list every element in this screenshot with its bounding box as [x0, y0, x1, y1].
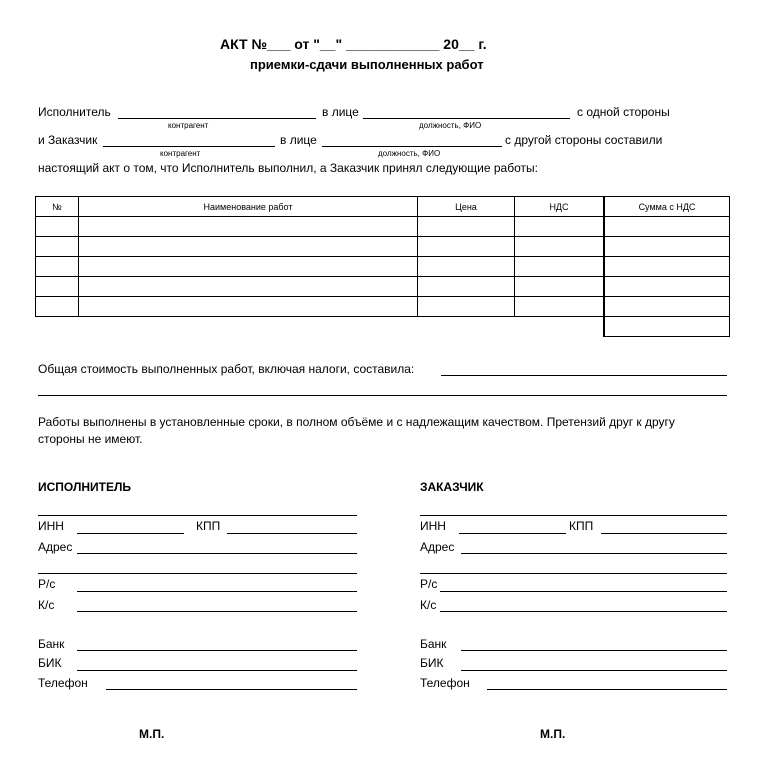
completion-text-2: стороны не имеют. — [38, 432, 143, 446]
table-cell[interactable] — [604, 297, 730, 317]
table-cell[interactable] — [515, 257, 605, 277]
table-cell[interactable] — [36, 257, 79, 277]
in-person-label-2: в лице — [280, 133, 317, 147]
col-header-price: Цена — [418, 197, 515, 217]
table-cell[interactable] — [604, 237, 730, 257]
position-hint-1: должность, ФИО — [419, 121, 482, 130]
table-cell[interactable] — [418, 297, 515, 317]
customer-corr-account-label: К/с — [420, 598, 437, 612]
executor-account-field[interactable] — [77, 591, 357, 592]
total-cost-line[interactable] — [441, 375, 727, 376]
intro-statement: настоящий акт о том, что Исполнитель выполнил, а Заказчик принял следующие работы: — [38, 161, 538, 175]
executor-label: Исполнитель — [38, 105, 111, 119]
table-cell[interactable] — [36, 277, 79, 297]
table-total-row — [36, 317, 730, 337]
customer-bank-label: Банк — [420, 637, 447, 651]
table-cell[interactable] — [79, 277, 418, 297]
executor-account-label: Р/с — [38, 577, 56, 591]
customer-inn-field[interactable] — [459, 533, 566, 534]
table-row — [36, 277, 730, 297]
customer-address-field-2[interactable] — [420, 573, 727, 574]
executor-kpp-field[interactable] — [227, 533, 357, 534]
table-cell[interactable] — [36, 297, 79, 317]
table-cell[interactable] — [79, 257, 418, 277]
table-cell[interactable] — [604, 257, 730, 277]
table-total-cell[interactable] — [604, 317, 730, 337]
customer-bik-label: БИК — [420, 656, 444, 670]
table-cell[interactable] — [604, 277, 730, 297]
table-cell[interactable] — [418, 237, 515, 257]
customer-label: и Заказчик — [38, 133, 98, 147]
executor-name-field[interactable] — [38, 515, 357, 516]
col-header-name: Наименование работ — [79, 197, 418, 217]
customer-account-label: Р/с — [420, 577, 438, 591]
table-cell[interactable] — [418, 257, 515, 277]
in-person-label-1: в лице — [322, 105, 359, 119]
customer-account-field[interactable] — [440, 591, 727, 592]
table-cell[interactable] — [79, 297, 418, 317]
executor-name-line[interactable] — [118, 118, 316, 119]
customer-stamp-label: М.П. — [540, 727, 566, 741]
counterparty-hint-1: контрагент — [168, 121, 209, 130]
table-cell[interactable] — [418, 277, 515, 297]
table-row — [36, 257, 730, 277]
customer-heading: ЗАКАЗЧИК — [420, 480, 484, 494]
customer-bik-field[interactable] — [461, 670, 727, 671]
total-cost-label: Общая стоимость выполненных работ, включая налоги, составила: — [38, 362, 415, 376]
executor-bik-label: БИК — [38, 656, 62, 670]
act-subtitle: приемки-сдачи выполненных работ — [250, 57, 484, 72]
col-header-vat: НДС — [515, 197, 605, 217]
table-cell[interactable] — [36, 237, 79, 257]
customer-name-field[interactable] — [420, 515, 727, 516]
executor-phone-label: Телефон — [38, 676, 88, 690]
table-row — [36, 217, 730, 237]
executor-heading: ИСПОЛНИТЕЛЬ — [38, 480, 132, 494]
total-cost-line-2[interactable] — [38, 395, 727, 396]
table-cell[interactable] — [418, 217, 515, 237]
executor-inn-label: ИНН — [38, 519, 64, 533]
act-title: АКТ №___ от "__" ____________ 20__ г. — [220, 36, 487, 52]
executor-address-field[interactable] — [77, 553, 357, 554]
executor-kpp-label: КПП — [196, 519, 221, 533]
customer-corr-account-field[interactable] — [440, 611, 727, 612]
table-cell[interactable] — [79, 237, 418, 257]
customer-address-label: Адрес — [420, 540, 455, 554]
customer-kpp-field[interactable] — [601, 533, 727, 534]
table-cell[interactable] — [604, 217, 730, 237]
customer-phone-label: Телефон — [420, 676, 470, 690]
col-header-number: № — [36, 197, 79, 217]
executor-bik-field[interactable] — [77, 670, 357, 671]
executor-corr-account-label: К/с — [38, 598, 55, 612]
side-other-label: с другой стороны составили — [505, 133, 663, 147]
table-cell[interactable] — [515, 277, 605, 297]
executor-address-field-2[interactable] — [38, 573, 357, 574]
position-hint-2: должность, ФИО — [378, 149, 441, 158]
customer-inn-label: ИНН — [420, 519, 446, 533]
executor-inn-field[interactable] — [77, 533, 184, 534]
customer-bank-field[interactable] — [461, 650, 727, 651]
counterparty-hint-2: контрагент — [160, 149, 201, 158]
executor-representative-line[interactable] — [363, 118, 570, 119]
table-cell[interactable] — [36, 217, 79, 237]
executor-stamp-label: М.П. — [139, 727, 165, 741]
customer-address-field[interactable] — [461, 553, 727, 554]
table-row — [36, 297, 730, 317]
table-cell[interactable] — [515, 237, 605, 257]
customer-kpp-label: КПП — [569, 519, 594, 533]
executor-corr-account-field[interactable] — [77, 611, 357, 612]
table-header-row — [36, 197, 730, 217]
customer-phone-field[interactable] — [487, 689, 727, 690]
completion-text-1: Работы выполнены в установленные сроки, в полном объёме и с надлежащим качеством. Претензий друг к другу — [38, 415, 675, 429]
customer-name-line[interactable] — [103, 146, 275, 147]
works-table — [35, 196, 730, 337]
executor-bank-label: Банк — [38, 637, 65, 651]
table-row — [36, 237, 730, 257]
col-header-sum: Сумма с НДС — [604, 197, 730, 217]
table-cell[interactable] — [79, 217, 418, 237]
side-one-label: с одной стороны — [577, 105, 670, 119]
executor-bank-field[interactable] — [77, 650, 357, 651]
table-cell[interactable] — [515, 217, 605, 237]
table-cell[interactable] — [515, 297, 605, 317]
executor-address-label: Адрес — [38, 540, 73, 554]
customer-representative-line[interactable] — [322, 146, 502, 147]
executor-phone-field[interactable] — [106, 689, 357, 690]
